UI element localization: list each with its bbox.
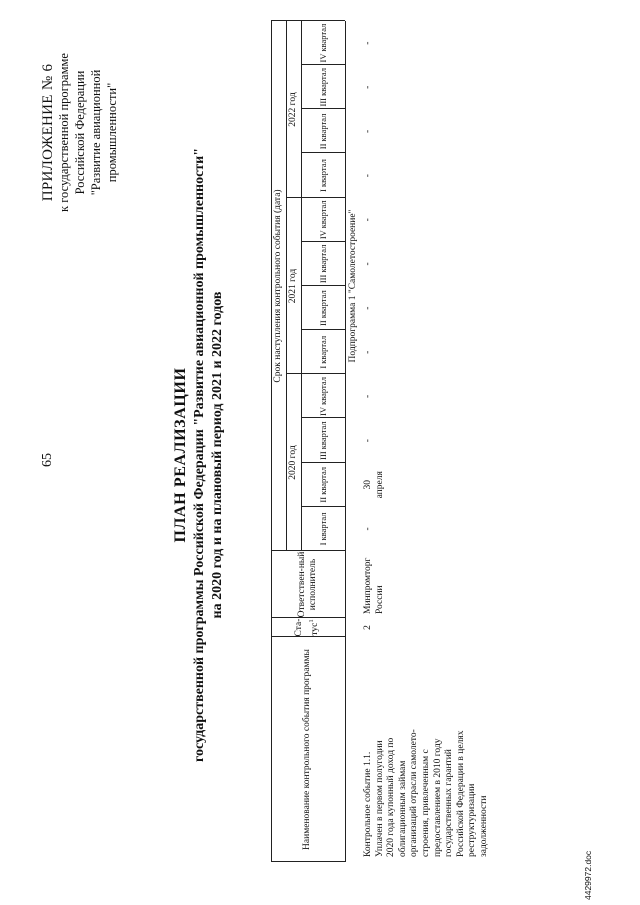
quarter-value-line: -: [363, 394, 373, 399]
appendix-line: "Развитие авиационной: [89, 69, 103, 196]
table-row-name: [363, 637, 491, 857]
quarter-value: [363, 21, 375, 65]
appendix-line: Российской Федерации: [73, 70, 87, 195]
quarter-value-line: -: [363, 129, 373, 134]
quarter-value: [363, 154, 375, 198]
quarter-value-line: апреля: [374, 471, 385, 499]
title-line: на 2020 год и на плановый период 2021 и 2022 годов: [210, 291, 225, 619]
year-header-2022: 2022 год: [287, 92, 298, 127]
quarter-value: [363, 463, 386, 507]
col-header-executor: Ответствен-ный исполнитель: [296, 551, 318, 618]
table-row-executor: [363, 551, 386, 614]
quarter-value-line: -: [363, 218, 373, 222]
title-line: ПЛАН РЕАЛИЗАЦИИ: [172, 367, 189, 543]
quarter-header: II квартал: [318, 290, 328, 326]
quarter-header: III квартал: [318, 421, 328, 460]
row-name-line: Контрольное событие 1.1.: [363, 751, 373, 857]
table-rule: [345, 21, 346, 862]
table-row-status: 2: [363, 625, 373, 630]
quarter-value: [363, 286, 375, 330]
quarter-value-line: -: [363, 306, 373, 310]
row-name-line: реструктуризации: [467, 783, 478, 857]
quarter-header: III квартал: [318, 68, 328, 107]
col-header-deadline: Срок наступления контрольного события (дата): [272, 189, 283, 383]
quarter-header: I квартал: [318, 159, 328, 192]
quarter-value-line: -: [363, 41, 373, 45]
quarter-value: [363, 507, 375, 551]
row-name-line: облигационным займам: [397, 760, 408, 857]
document-title: [170, 145, 227, 765]
executor-line: Минпромторг: [363, 557, 373, 614]
appendix-block: [40, 25, 120, 240]
quarter-header: III квартал: [318, 244, 328, 284]
quarter-value: [363, 242, 375, 286]
quarter-header: IV квартал: [318, 200, 328, 240]
quarter-value-line: -: [363, 527, 373, 531]
title-line: государственной программы Российской Федерации "Развитие авиационной промышленности": [192, 147, 207, 763]
row-name-line: строения, привлеченным с: [420, 749, 431, 857]
quarter-header: I квартал: [318, 512, 328, 546]
row-name-line: государственных гарантий: [444, 749, 455, 857]
quarter-value: [363, 109, 375, 153]
row-name-line: организаций отрасли самолето-: [409, 729, 420, 857]
quarter-value-line: 30: [363, 480, 373, 490]
quarter-header: I квартал: [318, 335, 328, 369]
quarter-value: [363, 65, 375, 109]
quarter-value-line: -: [363, 85, 373, 89]
quarter-value: [363, 419, 375, 463]
row-name-line: предоставлением в 2010 году: [432, 738, 443, 857]
quarter-value: [363, 330, 375, 374]
quarter-value-line: -: [363, 262, 373, 266]
quarter-value: [363, 198, 375, 242]
executor-line: России: [374, 585, 385, 614]
file-reference: 4429972.doc: [583, 850, 593, 900]
quarter-header: II квартал: [318, 466, 328, 503]
subprogram-heading: Подпрограмма 1 "Самолетостроение": [348, 209, 358, 363]
quarter-header: IV квартал: [318, 377, 328, 416]
quarter-value: [363, 374, 375, 418]
quarter-header: IV квартал: [318, 23, 328, 63]
page-number: 65: [40, 453, 55, 467]
quarter-value-line: -: [363, 174, 373, 178]
quarter-value-line: -: [363, 439, 373, 443]
year-header-2020: 2020 год: [287, 445, 298, 480]
col-header-name: Наименование контрольного события программы: [302, 649, 313, 850]
row-name-line: Уплачен в первом полугодии: [374, 740, 385, 857]
year-header-2021: 2021 год: [287, 268, 298, 304]
status-header-footnote: 1: [307, 619, 315, 623]
row-name-line: Российской Федерации в целях: [455, 730, 466, 857]
row-name-line: задолженности: [478, 795, 489, 857]
quarter-value-line: -: [363, 350, 373, 354]
appendix-line: к государственной программе: [57, 53, 71, 212]
appendix-line: промышленности": [105, 82, 119, 183]
col-header-status: [271, 618, 345, 637]
quarter-header: II квартал: [318, 113, 328, 150]
status-header-text: Ста-тус: [294, 618, 321, 637]
row-name-line: 2020 года купонный доход по: [386, 737, 397, 857]
appendix-line: ПРИЛОЖЕНИЕ № 6: [40, 63, 56, 202]
